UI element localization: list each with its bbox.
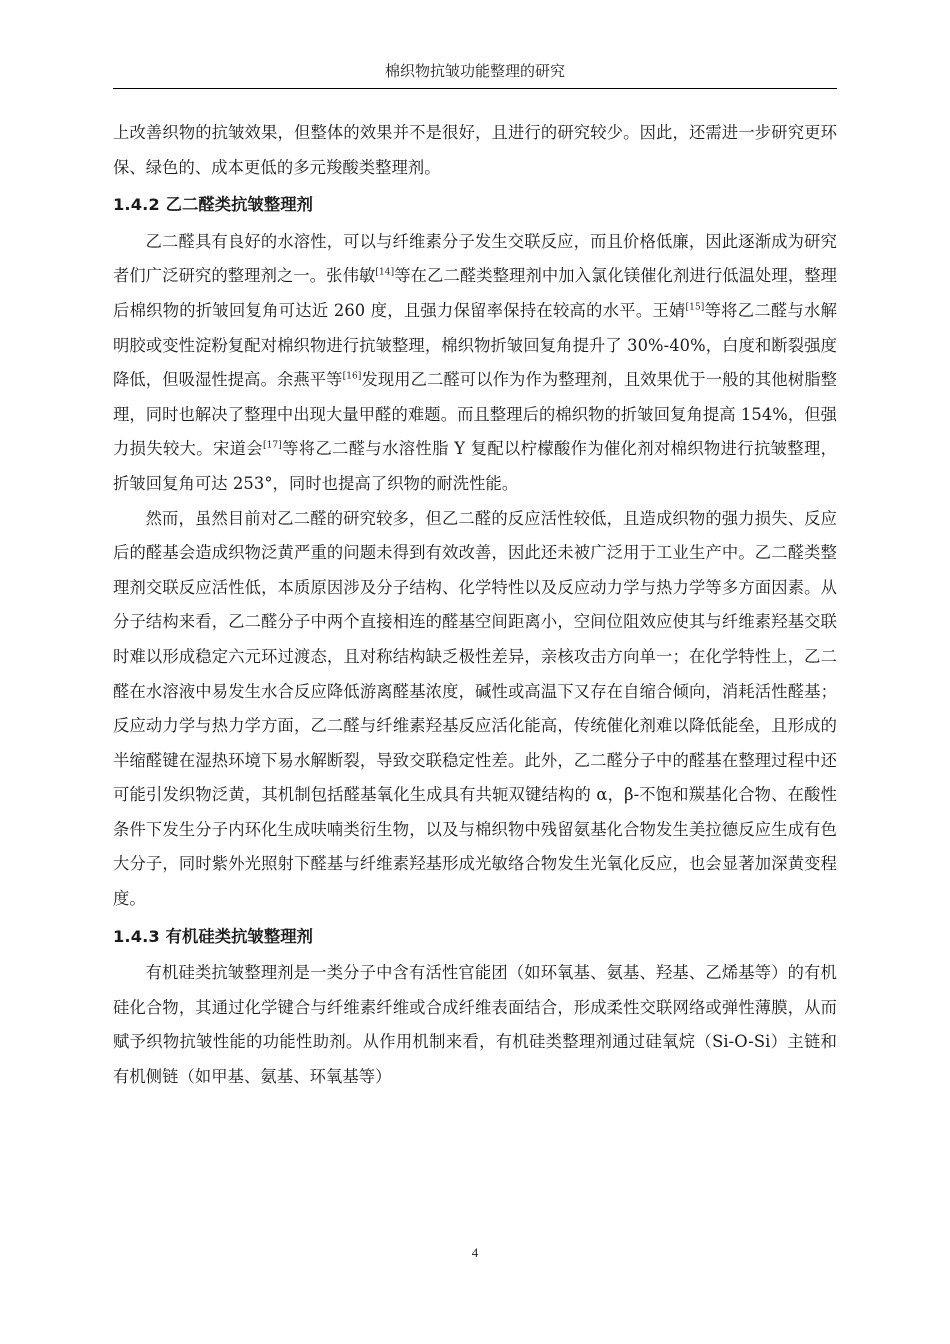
- text-run: 乙二醛具有良好的水溶性，可以与纤维素分子发生交联反应，而且价格低廉，因此逐渐成为研究者们广泛研究的整理剂之一。张伟敏: [113, 231, 837, 286]
- text-run: 等将乙二醛与水溶性脂 Y 复配以柠檬酸作为催化剂对棉织物进行抗皱整理，折皱回复角可达 253°，同时也提高了织物的耐洗性能。: [113, 439, 837, 493]
- paragraph-intro: 上改善织物的抗皱效果，但整体的效果并不是很好，且进行的研究较少。因此，还需进一步研究更环保、绿色的、成本更低的多元羧酸类整理剂。: [113, 123, 837, 177]
- paragraph-glyoxal-limitations: 然而，虽然目前对乙二醛的研究较多，但乙二醛的反应活性较低，且造成织物的强力损失、反应后的醛基会造成织物泛黄严重的问题未得到有效改善，因此还未被广泛用于工业生产中。乙二醛类整理剂交联反应活性低，本质原因涉及分子结构、化学特性以及反应动力学与热力学等多方面因素。从分子结构来看，乙二醛分子中两个直接相连的醛基空间距离小，空间位阻效应使其与纤维素羟基交联时难以形成稳定六元环过渡态，且对称结构缺乏极性差异，亲核攻击方向单一；在化学特性上，乙二醛在水溶液中易发生水合反应降低游离醛基浓度，碱性或高温下又存在自缩合倾向，消耗活性醛基；反应动力学与热力学方面，乙二醛与纤维素羟基反应活化能高，传统催化剂难以降低能垒，且形成的半缩醛键在湿热环境下易水解断裂，导致交联稳定性差。此外，乙二醛分子中的醛基在整理过程中还可能引发织物泛黄，其机制包括醛基氧化生成具有共轭双键结构的 α，β-不饱和羰基化合物、在酸性条件下发生分子内环化生成呋喃类衍生物，以及与棉织物中残留氨基化合物发生美拉德反应生成有色大分子，同时紫外光照射下醛基与纤维素羟基形成光敏络合物发生光氧化反应，也会显著加深黄变程度。: [113, 508, 837, 909]
- paragraph-silicone: 有机硅类抗皱整理剂是一类分子中含有活性官能团（如环氧基、氨基、羟基、乙烯基等）的有机硅化合物，其通过化学键合与纤维素纤维或合成纤维表面结合，形成柔性交联网络或弹性薄膜，从而赋予织物抗皱性能的功能性助剂。从作用机制来看，有机硅类整理剂通过硅氧烷（Si-O-Si）主链和有机侧链（如甲基、氨基、环氧基等）: [113, 963, 837, 1087]
- text-run: 等在乙二醛类整理剂中加入氯化镁催化剂进行低温处理，整理后棉织物的折皱回复角可达近 260 度，且强力保留率保持在较高的水平。王婧: [113, 266, 837, 320]
- section-heading-1-4-3: 1.4.3 有机硅类抗皱整理剂: [113, 926, 314, 946]
- citation-ref: [17]: [262, 440, 282, 451]
- header-rule: [113, 88, 837, 89]
- citation-ref: [14]: [375, 267, 395, 278]
- body-text: [113, 116, 837, 1095]
- page-number: 4: [471, 1245, 479, 1260]
- section-heading-1-4-2: 1.4.2 乙二醛类抗皱整理剂: [113, 195, 314, 215]
- running-header: 棉织物抗皱功能整理的研究: [384, 62, 565, 80]
- citation-ref: [15]: [685, 302, 705, 313]
- text-run: 等将乙二醛与水解明胶或变性淀粉复配对棉织物进行抗皱整理，棉织物折皱回复角提升了 30%-40%，白度和断裂强度降低，但吸湿性提高。余燕平等: [113, 300, 837, 390]
- text-run: 发现用乙二醛可以作为作为整理剂，且效果优于一般的其他树脂整理，同时也解决了整理中出现大量甲醛的难题。而且整理后的棉织物的折皱回复角提高 154%，但强力损失较大。宋道会: [113, 370, 837, 459]
- citation-ref: [16]: [342, 371, 362, 382]
- paragraph-glyoxal-studies: [113, 225, 837, 502]
